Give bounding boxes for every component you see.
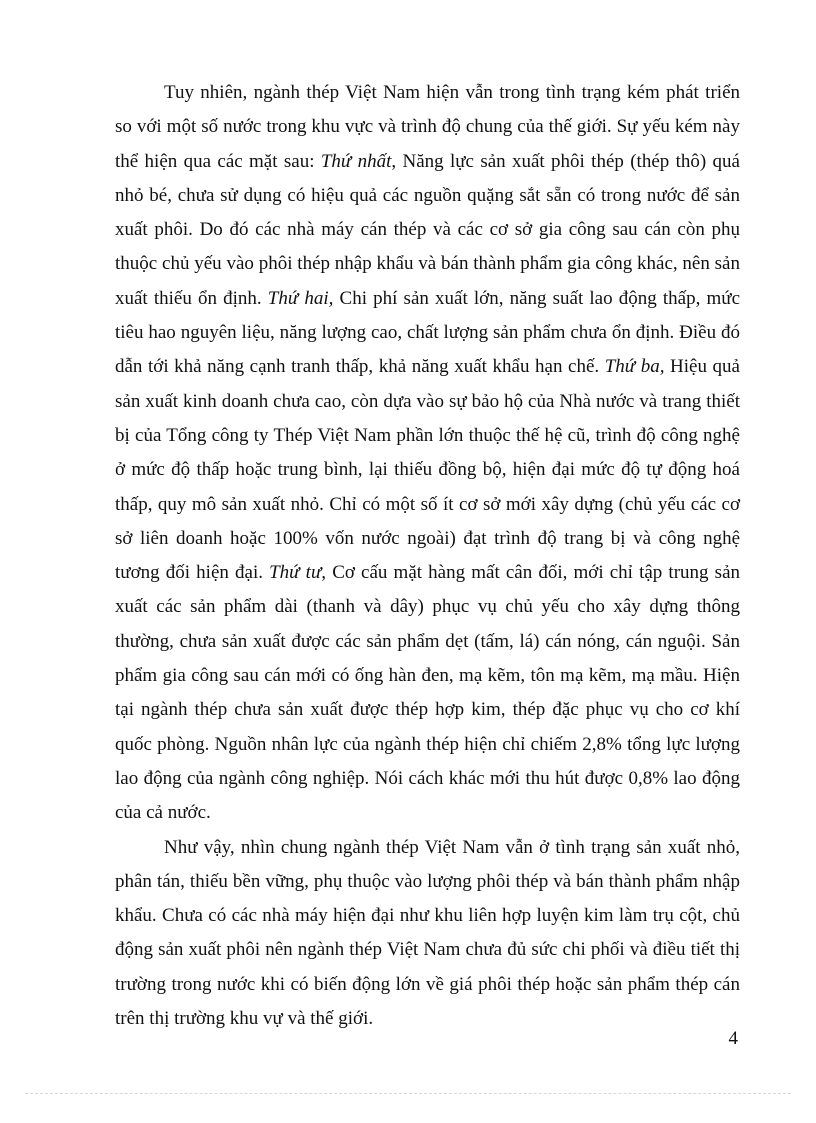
emphasis-thu-nhat: Thứ nhất — [320, 150, 392, 172]
page-number: 4 — [728, 1028, 738, 1049]
paragraph-1 — [115, 76, 740, 831]
text-segment: Hiệu quả sản xuất kinh doanh chưa cao, còn dựa vào sự bảo hộ của Nhà nước và trang thiết bị của Tổng công ty Thép Việt Nam phần lớn thuộc thế hệ cũ, trình độ công nghệ ở mức độ thấp hoặc trung bình, lại thiếu đồng bộ, hiện đại mức độ tự động hoá thấp, quy mô sản xuất nhỏ. Chỉ có một số ít cơ sở mới xây dựng (chủ yếu các cơ sở liên doanh hoặc 100% vốn nước ngoài) đạt trình độ trang bị và công nghệ tương đối hiện đại. — [115, 356, 740, 584]
text-segment: Như vậy, nhìn chung ngành thép Việt Nam vẫn ở tình trạng sản xuất nhỏ, phân tán, thiếu bền vững, phụ thuộc vào lượng phôi thép và bán thành phẩm nhập khẩu. Chưa có các nhà máy hiện đại như khu liên hợp luyện kim làm trụ cột, chủ động sản xuất phôi nên ngành thép Việt Nam chưa đủ sức chi phối và điều tiết thị trường trong nước khi có biến động lớn về giá phôi thép hoặc sản phẩm thép cán trên thị trường khu vự và thế giới. — [115, 836, 740, 1030]
emphasis-thu-tu: Thứ tư, — [269, 562, 327, 584]
text-segment: , Năng lực sản xuất phôi thép (thép thô) quá nhỏ bé, chưa sử dụng có hiệu quả các nguồn quặng sắt sẵn có trong nước để sản xuất phôi. Do đó các nhà máy cán thép và các cơ sở gia công sau cán còn phụ thuộc chủ yếu vào phôi thép nhập khẩu và bán thành phẩm gia công khác, nên sản xuất thiếu ổn định. — [115, 150, 740, 309]
emphasis-thu-hai: Thứ hai, — [267, 287, 334, 309]
emphasis-thu-ba: Thứ ba, — [604, 356, 665, 378]
text-segment: Chi phí sản xuất lớn, năng suất lao động thấp, mức tiêu hao nguyên liệu, năng lượng cao, chất lượng sản phẩm chưa ổn định. Điều đó dẫn tới khả năng cạnh tranh thấp, khả năng xuất khẩu hạn chế. — [115, 287, 740, 378]
body-text — [115, 76, 740, 1036]
paragraph-2 — [115, 831, 740, 1037]
text-segment: Tuy nhiên, ngành thép Việt Nam hiện vẫn trong tình trạng kém phát triển so với một số nước trong khu vực và trình độ chung của thế giới. Sự yếu kém này thể hiện qua các mặt sau: — [115, 82, 740, 172]
text-segment: Cơ cấu mặt hàng mất cân đối, mới chỉ tập trung sản xuất các sản phẩm dài (thanh và dây) phục vụ chủ yếu cho xây dựng thông thường, chưa sản xuất được các sản phẩm dẹt (tấm, lá) cán nóng, cán nguội. Sản phẩm gia công sau cán mới có ống hàn đen, mạ kẽm, tôn mạ kẽm, mạ mầu. Hiện tại ngành thép chưa sản xuất được thép hợp kim, thép đặc phục vụ cho cơ khí quốc phòng. Nguồn nhân lực của ngành thép hiện chỉ chiếm 2,8% tổng lực lượng lao động của ngành công nghiệp. Nói cách khác mới thu hút được 0,8% lao động của cả nước. — [115, 562, 740, 824]
footer-divider — [25, 1093, 791, 1094]
